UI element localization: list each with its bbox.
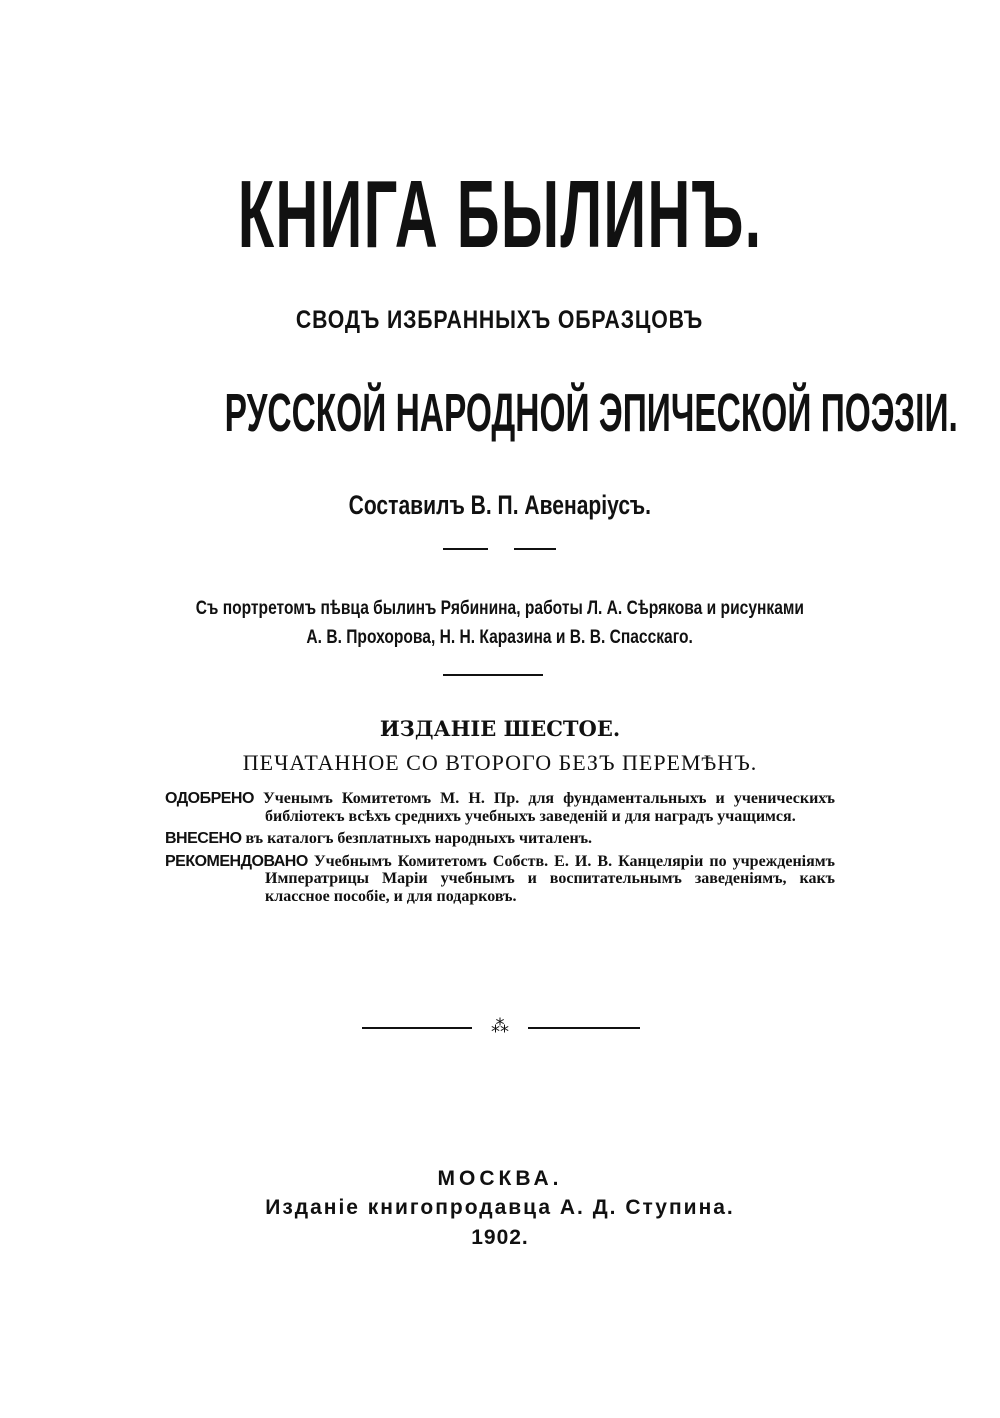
approval-text: Ученымъ Комитетомъ М. Н. Пр. для фундаментальныхъ и ученическихъ библіотекъ всѣхъ среднихъ учебныхъ заведеній и для наградъ учащимся.: [263, 790, 836, 825]
approval-label: ОДОБРЕНО: [165, 790, 254, 807]
approval-label: ВНЕСЕНО: [165, 830, 242, 847]
approval-text: въ каталогъ безплатныхъ народныхъ читаленъ.: [245, 830, 593, 847]
ornament-icon: ⁂: [491, 1016, 509, 1036]
approval-label: РЕКОМЕНДОВАНО: [165, 852, 308, 870]
subtitle-1: СВОДЪ ИЗБРАННЫХЪ ОБРАЗЦОВЪ: [296, 306, 704, 334]
approval-entry: [165, 830, 835, 848]
approval-text: Учебнымъ Комитетомъ Собств. Е. И. В. Канцеляріи по учрежденіямъ Императрицы Маріи учебнымъ и воспитательнымъ заведеніямъ, какъ классное пособіе, и для подарковъ.: [265, 852, 836, 905]
illustrations-line-2: А. В. Прохорова, Н. Н. Каразина и В. В. Спасскаго.: [306, 627, 694, 648]
approval-entry: [165, 790, 835, 825]
approvals-block: [165, 790, 835, 910]
imprint-publisher: Изданіе книгопродавца А. Д. Ступина.: [265, 1196, 735, 1219]
author-line: Составилъ В. П. Авенаріусъ.: [348, 490, 652, 520]
divider: [514, 548, 556, 550]
illustrations-line-1: Съ портретомъ пѣвца былинъ Рябинина, работы Л. А. Сѣрякова и рисунками: [195, 598, 805, 619]
ornament-rule-right: [528, 1027, 640, 1029]
divider: [443, 674, 543, 676]
divider: [443, 548, 488, 550]
edition: ИЗДАНІЕ ШЕСТОЕ.: [379, 716, 621, 741]
imprint-year: 1902.: [471, 1226, 529, 1249]
book-title: КНИГА БЫЛИНЪ.: [237, 161, 763, 268]
imprint-city: МОСКВА.: [437, 1167, 563, 1190]
printing-note: ПЕЧАТАННОЕ СО ВТОРОГО БЕЗЪ ПЕРЕМѢНЪ.: [242, 750, 758, 775]
approval-entry: [165, 853, 835, 906]
subtitle-2: РУССКОЙ НАРОДНОЙ ЭПИЧЕСКОЙ ПОЭЗІИ.: [224, 383, 958, 443]
